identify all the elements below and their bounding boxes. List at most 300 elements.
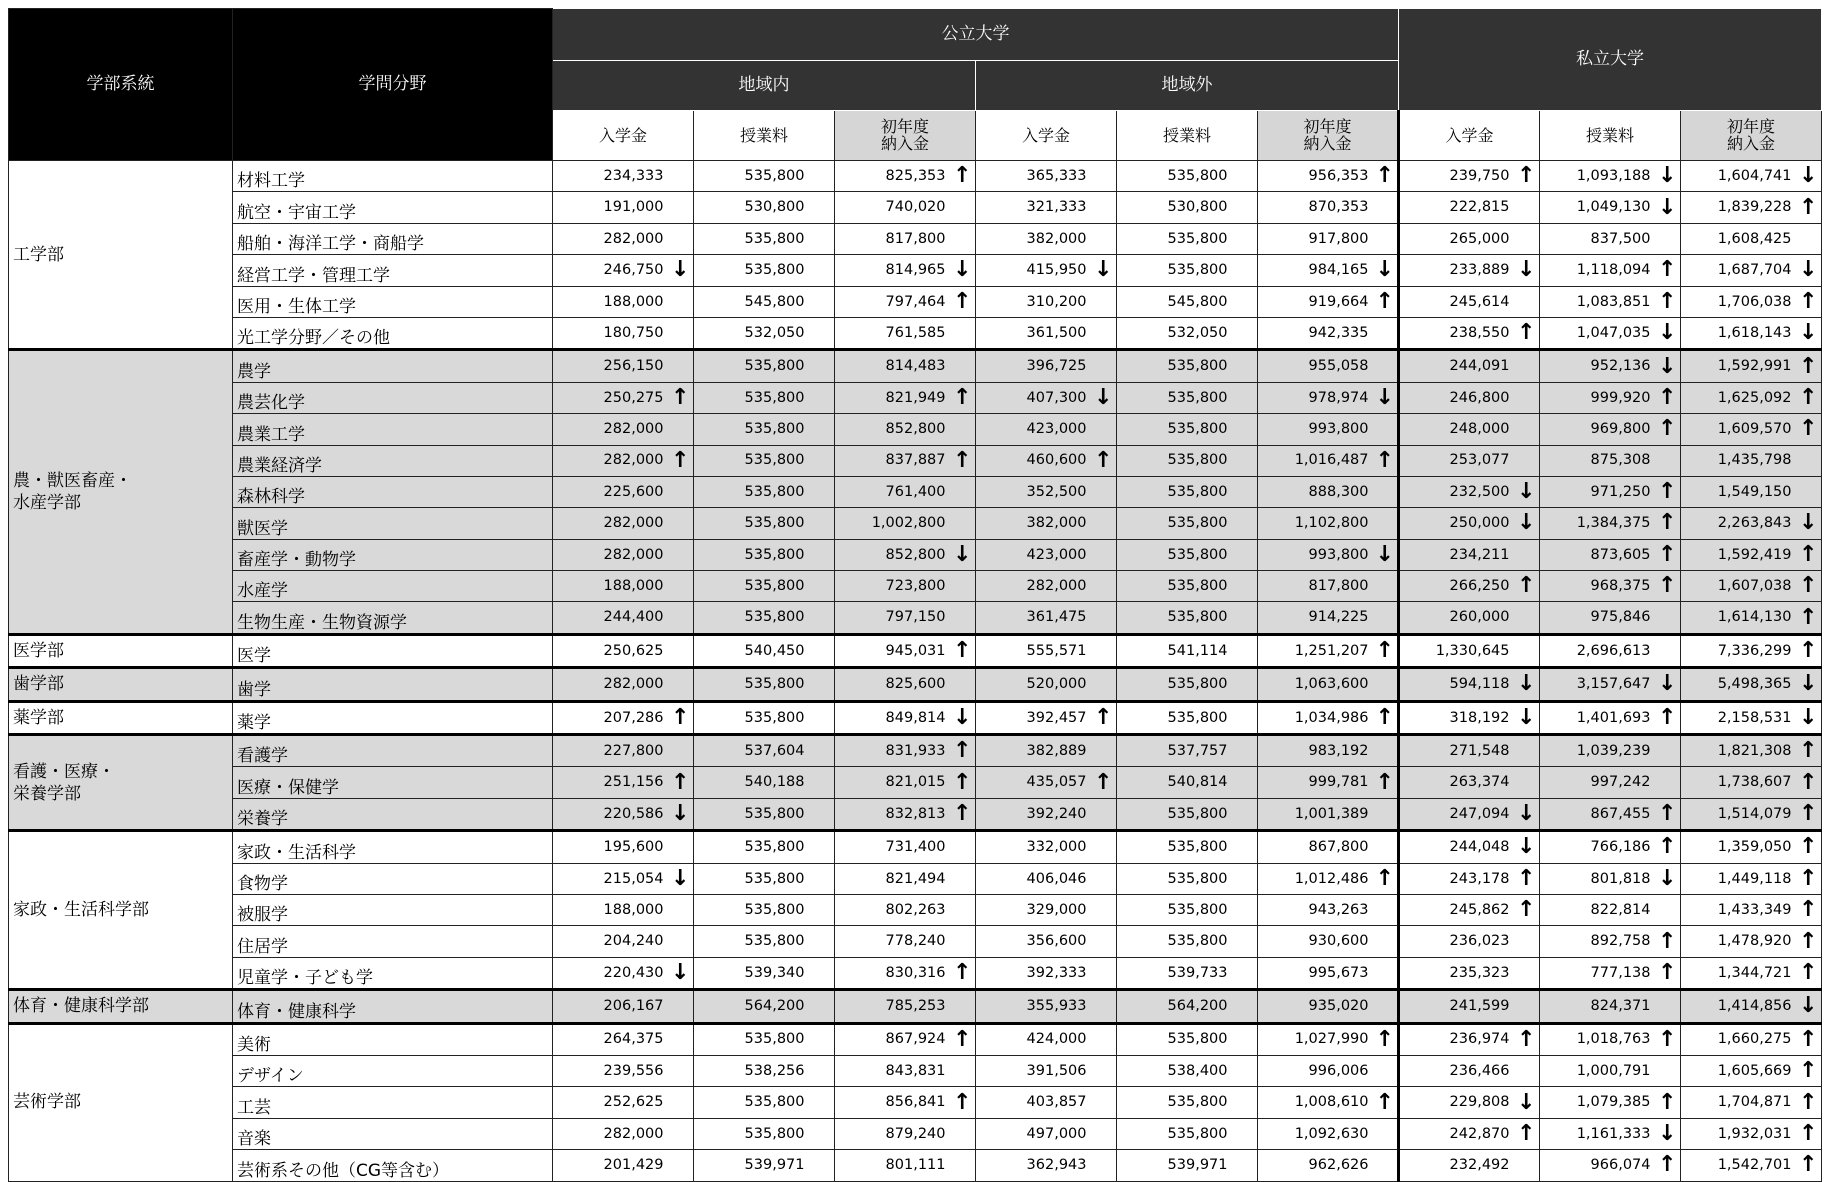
trend-arrow <box>1514 735 1540 767</box>
table-row <box>9 161 1822 192</box>
trend-arrow <box>809 414 835 445</box>
value-cell: 535,800 <box>1117 602 1232 634</box>
value-cell: 1,000,791 <box>1540 1055 1655 1086</box>
value-cell: 188,000 <box>553 286 668 317</box>
value-cell: 1,614,130 <box>1681 602 1796 634</box>
value-cell: 1,092,630 <box>1258 1118 1373 1149</box>
value-cell: 3,157,647 <box>1540 668 1655 701</box>
field-cell: 獣医学 <box>233 508 553 539</box>
trend-arrow <box>1232 192 1258 223</box>
value-cell: 1,435,798 <box>1681 445 1796 476</box>
trend-arrow: ↑ <box>1655 1087 1681 1118</box>
value-cell: 235,323 <box>1399 957 1514 989</box>
trend-arrow <box>668 1118 694 1149</box>
trend-arrow <box>1091 863 1117 894</box>
value-cell: 407,300 <box>976 382 1091 413</box>
trend-arrow <box>1232 508 1258 539</box>
trend-arrow <box>809 1023 835 1055</box>
value-cell: 993,800 <box>1258 414 1373 445</box>
trend-arrow <box>1514 1150 1540 1181</box>
trend-arrow <box>1373 223 1399 254</box>
header-tuition-fee: 授業料 <box>1540 111 1681 161</box>
field-cell: 医用・生体工学 <box>233 286 553 317</box>
trend-arrow <box>1232 1055 1258 1086</box>
trend-arrow <box>1232 863 1258 894</box>
field-cell: 美術 <box>233 1023 553 1055</box>
trend-arrow <box>668 508 694 539</box>
value-cell: 423,000 <box>976 539 1091 570</box>
value-cell: 1,687,704 <box>1681 255 1796 286</box>
trend-arrow: ↑ <box>1796 926 1822 957</box>
value-cell: 731,400 <box>835 831 950 863</box>
trend-arrow <box>1091 668 1117 701</box>
trend-arrow <box>1232 767 1258 798</box>
trend-arrow <box>1091 1118 1117 1149</box>
table-row <box>9 223 1822 254</box>
value-cell: 1,821,308 <box>1681 735 1796 767</box>
value-cell: 1,384,375 <box>1540 508 1655 539</box>
trend-arrow: ↓ <box>1655 350 1681 382</box>
value-cell: 236,466 <box>1399 1055 1514 1086</box>
trend-arrow <box>1232 957 1258 989</box>
trend-arrow: ↑ <box>1796 1087 1822 1118</box>
value-cell: 817,800 <box>835 223 950 254</box>
field-cell: 芸術系その他（CG等含む） <box>233 1150 553 1181</box>
value-cell: 837,887 <box>835 445 950 476</box>
field-cell: 看護学 <box>233 735 553 767</box>
value-cell: 535,800 <box>694 863 809 894</box>
trend-arrow: ↓ <box>950 539 976 570</box>
value-cell: 777,138 <box>1540 957 1655 989</box>
trend-arrow <box>809 634 835 667</box>
trend-arrow: ↑ <box>1796 894 1822 925</box>
trend-arrow: ↑ <box>668 767 694 798</box>
trend-arrow <box>1373 1150 1399 1181</box>
value-cell: 1,592,419 <box>1681 539 1796 570</box>
value-cell: 244,400 <box>553 602 668 634</box>
value-cell: 232,492 <box>1399 1150 1514 1181</box>
value-cell: 535,800 <box>1117 508 1232 539</box>
value-cell: 535,800 <box>694 1118 809 1149</box>
trend-arrow: ↓ <box>1796 255 1822 286</box>
value-cell: 778,240 <box>835 926 950 957</box>
category-cell: 体育・健康科学部 <box>9 990 233 1023</box>
trend-arrow <box>1373 508 1399 539</box>
trend-arrow <box>1232 161 1258 192</box>
trend-arrow <box>1232 223 1258 254</box>
trend-arrow: ↑ <box>950 286 976 317</box>
value-cell: 1,359,050 <box>1681 831 1796 863</box>
trend-arrow <box>809 161 835 192</box>
header-entrance-fee: 入学金 <box>553 111 694 161</box>
value-cell: 917,800 <box>1258 223 1373 254</box>
field-cell: 農芸化学 <box>233 382 553 413</box>
value-cell: 535,800 <box>1117 668 1232 701</box>
value-cell: 785,253 <box>835 990 950 1023</box>
trend-arrow: ↓ <box>1514 831 1540 863</box>
value-cell: 356,600 <box>976 926 1091 957</box>
value-cell: 761,400 <box>835 476 950 507</box>
value-cell: 497,000 <box>976 1118 1091 1149</box>
value-cell: 978,974 <box>1258 382 1373 413</box>
value-cell: 801,111 <box>835 1150 950 1181</box>
value-cell: 797,150 <box>835 602 950 634</box>
trend-arrow <box>809 539 835 570</box>
value-cell: 245,614 <box>1399 286 1514 317</box>
value-cell: 1,542,701 <box>1681 1150 1796 1181</box>
value-cell: 535,800 <box>694 1087 809 1118</box>
value-cell: 766,186 <box>1540 831 1655 863</box>
trend-arrow <box>1232 1023 1258 1055</box>
value-cell: 539,733 <box>1117 957 1232 989</box>
value-cell: 1,839,228 <box>1681 192 1796 223</box>
value-cell: 215,054 <box>553 863 668 894</box>
trend-arrow <box>1796 445 1822 476</box>
value-cell: 282,000 <box>553 539 668 570</box>
value-cell: 1,027,990 <box>1258 1023 1373 1055</box>
trend-arrow <box>809 863 835 894</box>
trend-arrow <box>1514 767 1540 798</box>
value-cell: 251,156 <box>553 767 668 798</box>
value-cell: 535,800 <box>694 1023 809 1055</box>
trend-arrow: ↑ <box>950 161 976 192</box>
value-cell: 282,000 <box>553 223 668 254</box>
trend-arrow <box>1373 894 1399 925</box>
table-row <box>9 255 1822 286</box>
field-cell: 光工学分野／その他 <box>233 317 553 349</box>
header-tuition-fee: 授業料 <box>694 111 835 161</box>
trend-arrow <box>1373 798 1399 830</box>
trend-arrow <box>950 863 976 894</box>
trend-arrow <box>950 508 976 539</box>
trend-arrow: ↑ <box>950 1023 976 1055</box>
trend-arrow <box>1091 223 1117 254</box>
trend-arrow <box>1514 957 1540 989</box>
header-first-year-payment: 初年度 納入金 <box>835 111 976 161</box>
trend-arrow: ↓ <box>1655 863 1681 894</box>
trend-arrow <box>809 317 835 349</box>
value-cell: 1,592,991 <box>1681 350 1796 382</box>
trend-arrow <box>668 192 694 223</box>
value-cell: 188,000 <box>553 894 668 925</box>
trend-arrow: ↑ <box>1655 831 1681 863</box>
field-cell: 生物生産・生物資源学 <box>233 602 553 634</box>
value-cell: 875,308 <box>1540 445 1655 476</box>
value-cell: 242,870 <box>1399 1118 1514 1149</box>
trend-arrow <box>1514 414 1540 445</box>
value-cell: 1,012,486 <box>1258 863 1373 894</box>
trend-arrow <box>809 1055 835 1086</box>
value-cell: 1,607,038 <box>1681 571 1796 602</box>
trend-arrow: ↑ <box>1655 508 1681 539</box>
value-cell: 201,429 <box>553 1150 668 1181</box>
trend-arrow: ↑ <box>668 701 694 734</box>
value-cell: 535,800 <box>694 926 809 957</box>
field-cell: 船舶・海洋工学・商船学 <box>233 223 553 254</box>
trend-arrow: ↑ <box>950 798 976 830</box>
trend-arrow <box>1232 571 1258 602</box>
trend-arrow <box>1232 831 1258 863</box>
field-cell: 住居学 <box>233 926 553 957</box>
fee-table <box>8 8 1822 1182</box>
value-cell: 535,800 <box>1117 539 1232 570</box>
trend-arrow <box>1232 701 1258 734</box>
value-cell: 406,046 <box>976 863 1091 894</box>
value-cell: 535,800 <box>694 602 809 634</box>
value-cell: 329,000 <box>976 894 1091 925</box>
trend-arrow <box>950 894 976 925</box>
value-cell: 797,464 <box>835 286 950 317</box>
value-cell: 535,800 <box>1117 445 1232 476</box>
trend-arrow <box>1232 317 1258 349</box>
trend-arrow: ↓ <box>1655 1118 1681 1149</box>
table-row <box>9 1087 1822 1118</box>
value-cell: 7,336,299 <box>1681 634 1796 667</box>
trend-arrow <box>950 1150 976 1181</box>
value-cell: 234,333 <box>553 161 668 192</box>
trend-arrow <box>1091 957 1117 989</box>
value-cell: 232,500 <box>1399 476 1514 507</box>
value-cell: 1,251,207 <box>1258 634 1373 667</box>
value-cell: 535,800 <box>1117 1118 1232 1149</box>
value-cell: 1,478,920 <box>1681 926 1796 957</box>
trend-arrow: ↑ <box>1373 634 1399 667</box>
table-row <box>9 350 1822 382</box>
value-cell: 740,020 <box>835 192 950 223</box>
value-cell: 535,800 <box>1117 414 1232 445</box>
trend-arrow <box>1796 223 1822 254</box>
trend-arrow: ↓ <box>668 863 694 894</box>
trend-arrow: ↓ <box>668 255 694 286</box>
value-cell: 282,000 <box>553 414 668 445</box>
trend-arrow: ↓ <box>1514 798 1540 830</box>
value-cell: 535,800 <box>1117 894 1232 925</box>
table-row <box>9 894 1822 925</box>
trend-arrow: ↑ <box>1796 350 1822 382</box>
value-cell: 5,498,365 <box>1681 668 1796 701</box>
value-cell: 535,800 <box>694 350 809 382</box>
value-cell: 870,353 <box>1258 192 1373 223</box>
trend-arrow <box>668 735 694 767</box>
value-cell: 244,048 <box>1399 831 1514 863</box>
trend-arrow <box>1091 414 1117 445</box>
value-cell: 535,800 <box>1117 831 1232 863</box>
header-entrance-fee: 入学金 <box>976 111 1117 161</box>
trend-arrow: ↑ <box>1373 701 1399 734</box>
trend-arrow <box>809 1150 835 1181</box>
trend-arrow: ↑ <box>1796 831 1822 863</box>
value-cell: 802,263 <box>835 894 950 925</box>
value-cell: 238,550 <box>1399 317 1514 349</box>
value-cell: 535,800 <box>694 539 809 570</box>
value-cell: 996,006 <box>1258 1055 1373 1086</box>
value-cell: 966,074 <box>1540 1150 1655 1181</box>
header-category: 学部系統 <box>9 9 233 161</box>
value-cell: 1,079,385 <box>1540 1087 1655 1118</box>
trend-arrow <box>1091 831 1117 863</box>
table-row <box>9 1150 1822 1181</box>
value-cell: 241,599 <box>1399 990 1514 1023</box>
value-cell: 942,335 <box>1258 317 1373 349</box>
trend-arrow <box>668 668 694 701</box>
value-cell: 1,449,118 <box>1681 863 1796 894</box>
header-tuition-fee: 授業料 <box>1117 111 1258 161</box>
trend-arrow <box>1655 735 1681 767</box>
trend-arrow: ↑ <box>1373 1023 1399 1055</box>
trend-arrow: ↑ <box>1655 926 1681 957</box>
value-cell: 830,316 <box>835 957 950 989</box>
value-cell: 239,750 <box>1399 161 1514 192</box>
value-cell: 332,000 <box>976 831 1091 863</box>
trend-arrow <box>1091 1023 1117 1055</box>
category-cell: 看護・医療・ 栄養学部 <box>9 735 233 831</box>
value-cell: 1,344,721 <box>1681 957 1796 989</box>
trend-arrow <box>809 445 835 476</box>
trend-arrow <box>1655 894 1681 925</box>
value-cell: 220,430 <box>553 957 668 989</box>
trend-arrow: ↑ <box>1091 445 1117 476</box>
value-cell: 564,200 <box>694 990 809 1023</box>
value-cell: 943,263 <box>1258 894 1373 925</box>
trend-arrow <box>668 990 694 1023</box>
trend-arrow <box>1514 634 1540 667</box>
value-cell: 424,000 <box>976 1023 1091 1055</box>
value-cell: 1,608,425 <box>1681 223 1796 254</box>
category-cell: 薬学部 <box>9 701 233 734</box>
table-row <box>9 735 1822 767</box>
value-cell: 545,800 <box>694 286 809 317</box>
value-cell: 282,000 <box>553 1118 668 1149</box>
trend-arrow <box>1373 926 1399 957</box>
trend-arrow: ↑ <box>1514 894 1540 925</box>
value-cell: 535,800 <box>694 701 809 734</box>
trend-arrow <box>950 831 976 863</box>
value-cell: 361,475 <box>976 602 1091 634</box>
field-cell: 医学 <box>233 634 553 667</box>
trend-arrow <box>1232 1087 1258 1118</box>
value-cell: 250,625 <box>553 634 668 667</box>
value-cell: 245,862 <box>1399 894 1514 925</box>
trend-arrow <box>1514 223 1540 254</box>
trend-arrow <box>809 350 835 382</box>
trend-arrow: ↑ <box>1091 767 1117 798</box>
value-cell: 825,353 <box>835 161 950 192</box>
header-field: 学問分野 <box>233 9 553 161</box>
trend-arrow: ↓ <box>1796 161 1822 192</box>
value-cell: 250,275 <box>553 382 668 413</box>
trend-arrow <box>668 831 694 863</box>
category-cell: 医学部 <box>9 634 233 667</box>
header-public-university: 公立大学 <box>553 9 1399 61</box>
trend-arrow <box>1373 414 1399 445</box>
field-cell: デザイン <box>233 1055 553 1086</box>
trend-arrow <box>1091 571 1117 602</box>
value-cell: 535,800 <box>1117 798 1232 830</box>
value-cell: 532,050 <box>694 317 809 349</box>
value-cell: 229,808 <box>1399 1087 1514 1118</box>
value-cell: 1,932,031 <box>1681 1118 1796 1149</box>
field-cell: 水産学 <box>233 571 553 602</box>
value-cell: 391,506 <box>976 1055 1091 1086</box>
table-row <box>9 602 1822 634</box>
trend-arrow <box>668 317 694 349</box>
trend-arrow: ↑ <box>1655 255 1681 286</box>
value-cell: 263,374 <box>1399 767 1514 798</box>
value-cell: 282,000 <box>976 571 1091 602</box>
trend-arrow <box>1232 414 1258 445</box>
value-cell: 997,242 <box>1540 767 1655 798</box>
field-cell: 材料工学 <box>233 161 553 192</box>
table-row <box>9 634 1822 667</box>
trend-arrow <box>1091 735 1117 767</box>
trend-arrow <box>1514 350 1540 382</box>
value-cell: 244,091 <box>1399 350 1514 382</box>
value-cell: 1,102,800 <box>1258 508 1373 539</box>
trend-arrow: ↑ <box>1514 1118 1540 1149</box>
value-cell: 540,450 <box>694 634 809 667</box>
trend-arrow: ↑ <box>1373 863 1399 894</box>
trend-arrow: ↓ <box>1655 317 1681 349</box>
value-cell: 1,063,600 <box>1258 668 1373 701</box>
trend-arrow: ↑ <box>1373 445 1399 476</box>
table-row <box>9 1118 1822 1149</box>
table-row <box>9 798 1822 830</box>
trend-arrow <box>1091 1055 1117 1086</box>
value-cell: 1,605,669 <box>1681 1055 1796 1086</box>
value-cell: 1,018,763 <box>1540 1023 1655 1055</box>
trend-arrow: ↑ <box>668 445 694 476</box>
field-cell: 経営工学・管理工学 <box>233 255 553 286</box>
field-cell: 医療・保健学 <box>233 767 553 798</box>
trend-arrow: ↓ <box>1796 668 1822 701</box>
value-cell: 1,093,188 <box>1540 161 1655 192</box>
field-cell: 農業経済学 <box>233 445 553 476</box>
value-cell: 535,800 <box>1117 223 1232 254</box>
header-out-region: 地域外 <box>976 61 1399 111</box>
value-cell: 1,049,130 <box>1540 192 1655 223</box>
table-row <box>9 382 1822 413</box>
trend-arrow: ↑ <box>1796 1150 1822 1181</box>
value-cell: 535,800 <box>694 414 809 445</box>
value-cell: 956,353 <box>1258 161 1373 192</box>
table-row <box>9 863 1822 894</box>
trend-arrow: ↑ <box>1796 767 1822 798</box>
value-cell: 435,057 <box>976 767 1091 798</box>
value-cell: 1,001,389 <box>1258 798 1373 830</box>
trend-arrow: ↑ <box>950 382 976 413</box>
value-cell: 821,494 <box>835 863 950 894</box>
value-cell: 1,738,607 <box>1681 767 1796 798</box>
trend-arrow: ↓ <box>950 701 976 734</box>
value-cell: 1,704,871 <box>1681 1087 1796 1118</box>
value-cell: 535,800 <box>694 476 809 507</box>
value-cell: 564,200 <box>1117 990 1232 1023</box>
trend-arrow: ↑ <box>1373 161 1399 192</box>
value-cell: 535,800 <box>694 668 809 701</box>
trend-arrow <box>809 286 835 317</box>
value-cell: 535,800 <box>1117 255 1232 286</box>
value-cell: 723,800 <box>835 571 950 602</box>
trend-arrow: ↑ <box>1655 1023 1681 1055</box>
value-cell: 969,800 <box>1540 414 1655 445</box>
value-cell: 355,933 <box>976 990 1091 1023</box>
value-cell: 843,831 <box>835 1055 950 1086</box>
trend-arrow: ↑ <box>1655 701 1681 734</box>
trend-arrow <box>1655 602 1681 634</box>
trend-arrow <box>1373 957 1399 989</box>
trend-arrow: ↓ <box>1514 668 1540 701</box>
trend-arrow <box>668 161 694 192</box>
